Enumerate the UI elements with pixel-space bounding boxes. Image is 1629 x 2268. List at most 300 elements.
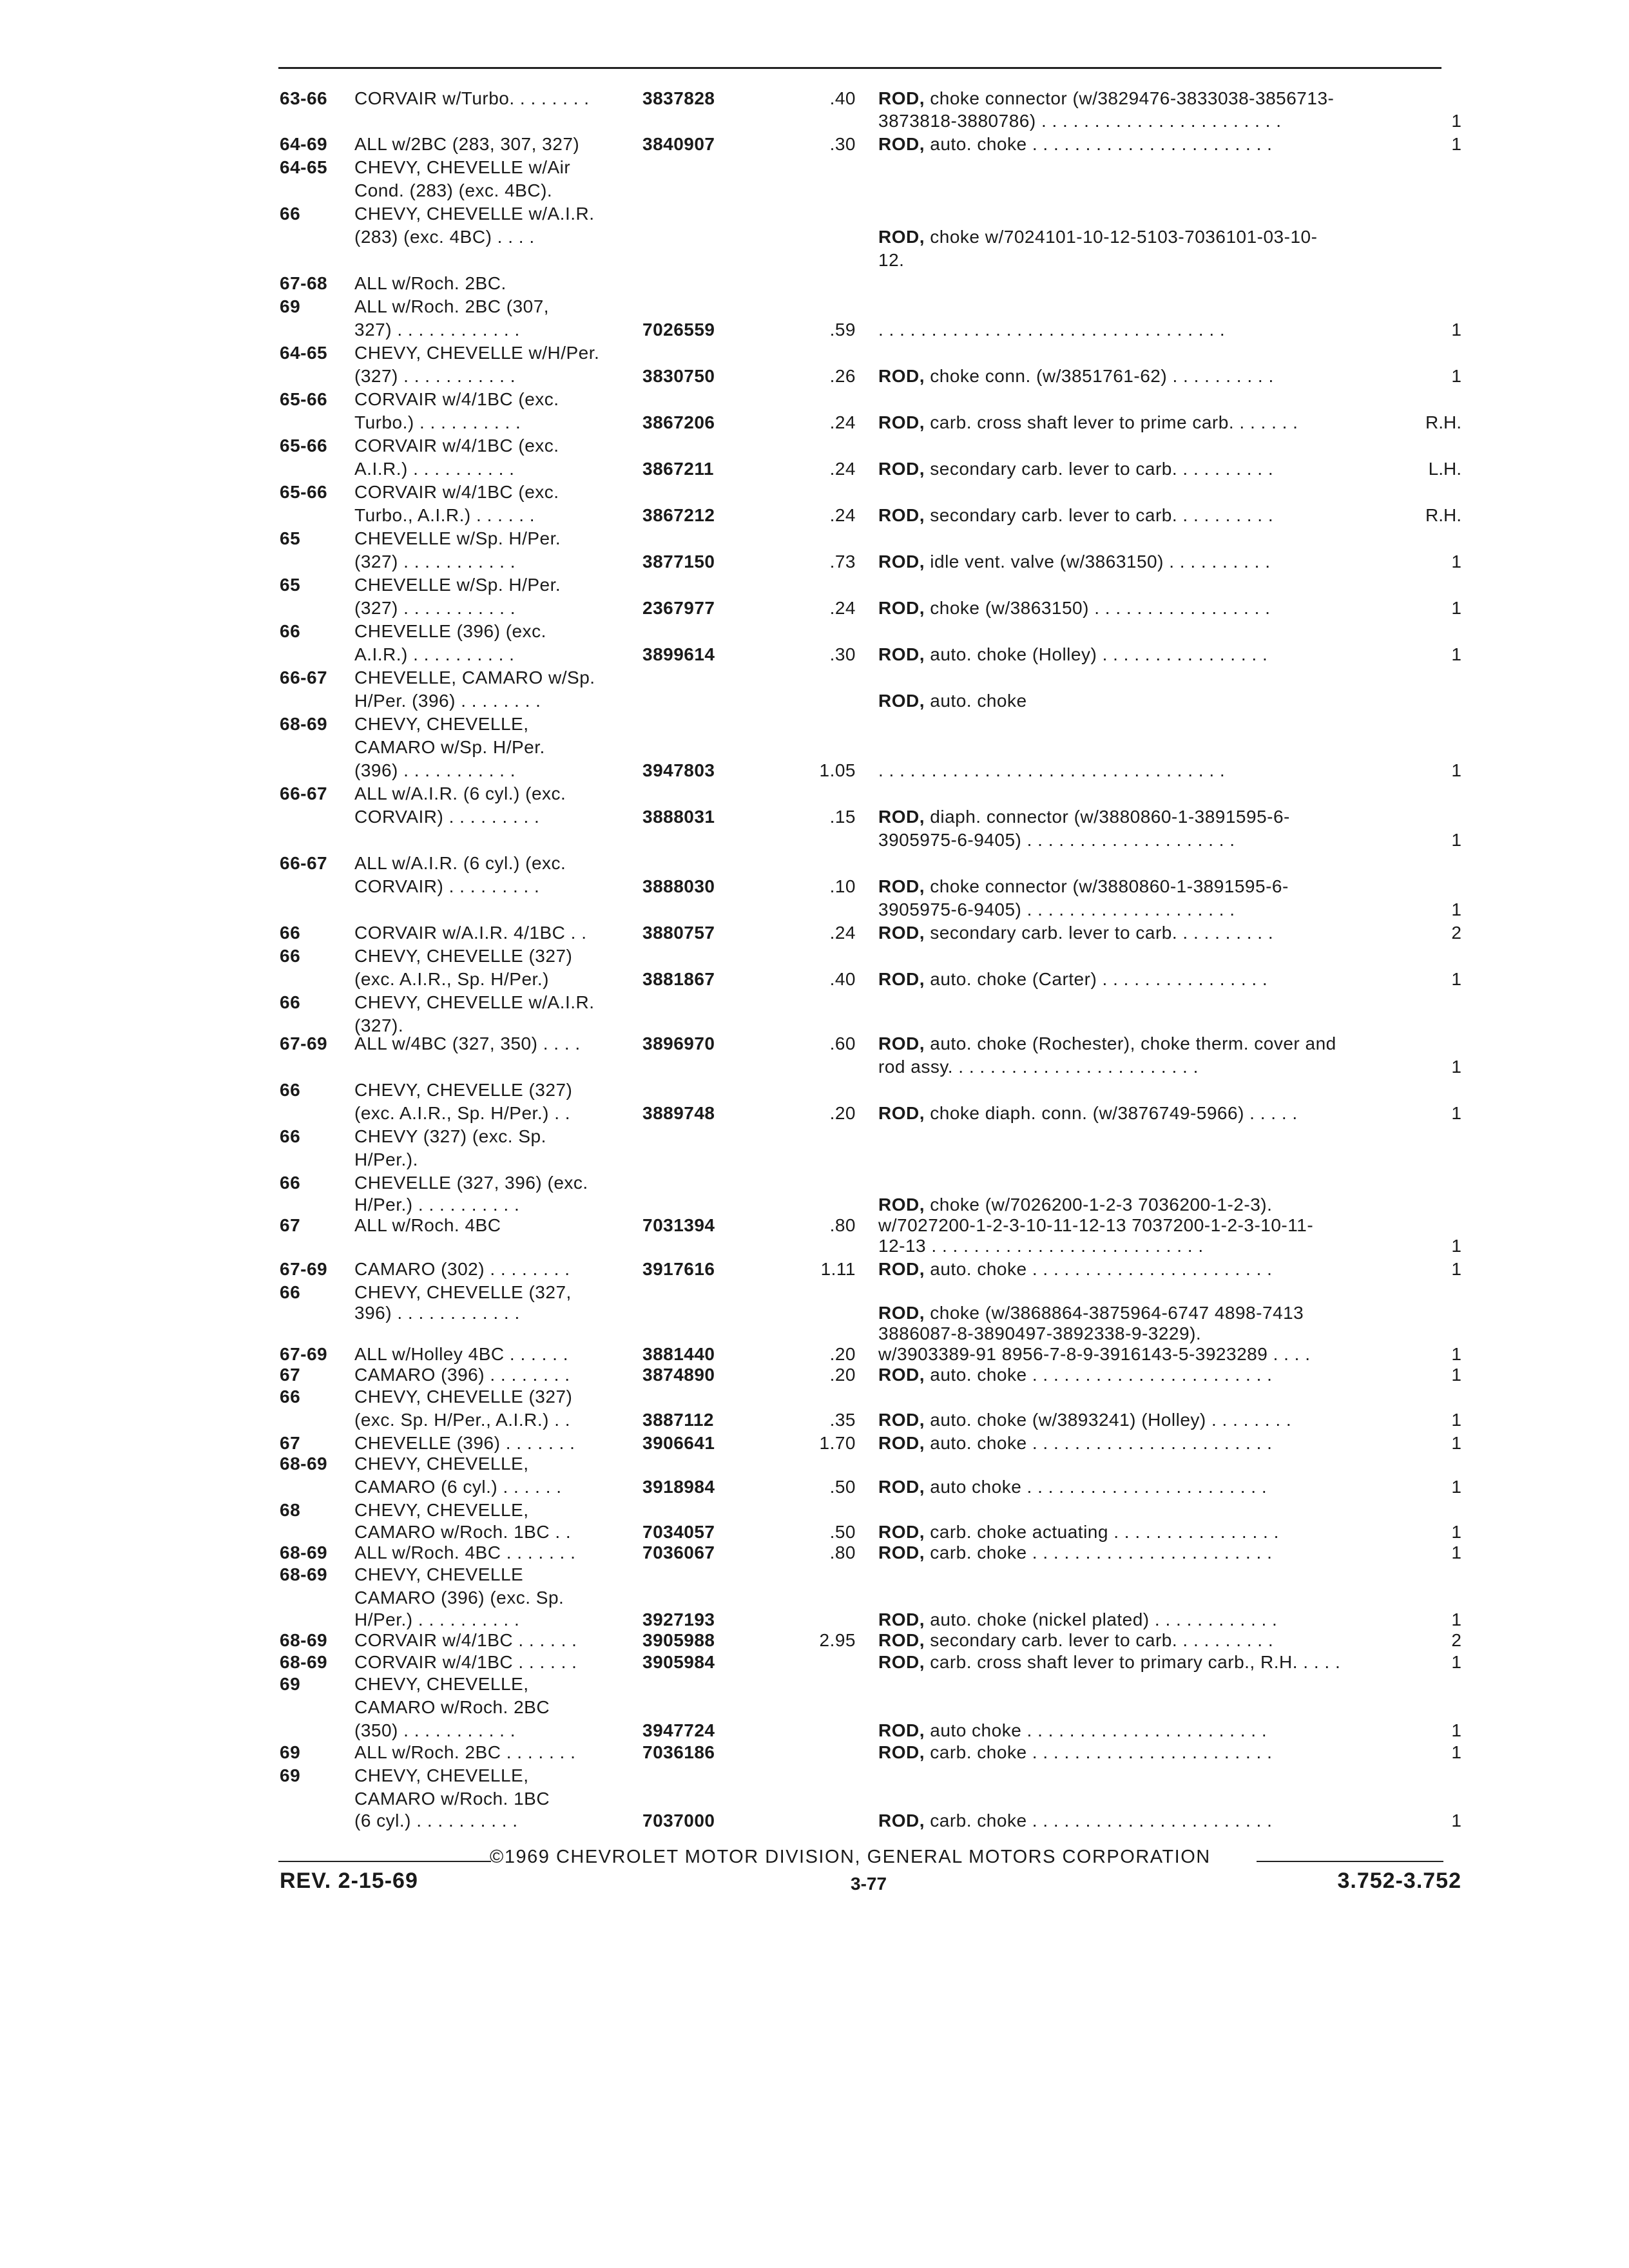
part-name: ROD, (878, 1303, 925, 1323)
model-years: 67-68 (280, 273, 328, 293)
table-row (0, 1258, 1629, 1281)
model-years: 69 (280, 1765, 301, 1785)
description-text: auto. choke . . . . . . . . . . . . . . . . . . . . . . . (930, 134, 1273, 154)
part-name: ROD, (878, 1811, 925, 1831)
part-description (878, 1258, 1272, 1281)
application: CAMARO w/Roch. 1BC . . (354, 1522, 572, 1542)
price: .20 (829, 1344, 856, 1364)
table-row (0, 921, 1629, 945)
application: CHEVY, CHEVELLE, (354, 1674, 529, 1694)
part-name: ROD, (878, 227, 925, 247)
part-name: ROD, (878, 1630, 925, 1650)
application: ALL w/Roch. 4BC (354, 1215, 501, 1235)
application: ALL w/4BC (327, 350) . . . . (354, 1033, 581, 1053)
description-text: secondary carb. lever to carb. . . . . . . . . . (930, 505, 1274, 525)
quantity: 1 (1451, 1103, 1461, 1123)
application: (exc. A.I.R., Sp. H/Per.) (354, 969, 549, 989)
table-row (0, 1787, 1629, 1811)
table-row (0, 1079, 1629, 1102)
part-description (878, 597, 1270, 620)
description-text: 3905975-6-9405) . . . . . . . . . . . . . . . . . . . . (878, 899, 1235, 919)
part-name: ROD, (878, 505, 925, 525)
price: .60 (829, 1033, 856, 1053)
price: .40 (829, 88, 856, 108)
description-text: carb. choke . . . . . . . . . . . . . . . . . . . . . . . (930, 1742, 1273, 1762)
part-description (878, 968, 1268, 991)
part-number: 7031394 (642, 1215, 715, 1235)
application: CORVAIR) . . . . . . . . . (354, 876, 540, 896)
part-name: ROD, (878, 366, 925, 386)
model-years: 65-66 (280, 389, 328, 409)
application: CORVAIR w/4/1BC (exc. (354, 482, 559, 502)
description-text: diaph. connector (w/3880860-1-3891595-6- (930, 807, 1290, 827)
part-description (878, 1521, 1279, 1544)
part-number: 7036067 (642, 1542, 715, 1562)
table-row (0, 457, 1629, 481)
part-description (878, 1809, 1272, 1832)
model-years: 68-69 (280, 1652, 328, 1672)
quantity: 1 (1451, 1477, 1461, 1497)
application: CHEVY, CHEVELLE, (354, 1454, 529, 1474)
part-description (878, 1322, 1201, 1345)
copyright-notice: ©1969 CHEVROLET MOTOR DIVISION, GENERAL MOTORS CORPORATION (490, 1847, 1211, 1867)
model-years: 63-66 (280, 88, 328, 108)
part-description (878, 365, 1274, 388)
description-text: 12. (878, 250, 905, 270)
part-description (878, 689, 1027, 713)
application: H/Per.) . . . . . . . . . . (354, 1610, 520, 1629)
part-number: 3830750 (642, 366, 715, 386)
model-years: 66 (280, 621, 301, 641)
application: H/Per.) . . . . . . . . . . (354, 1195, 520, 1215)
revision-date: REV. 2-15-69 (280, 1869, 418, 1893)
description-text: . . . . . . . . . . . . . . . . . . . . . . . . . . . . . . . . . (878, 320, 1226, 340)
description-text: auto. choke (Holley) . . . . . . . . . . . . . . . . (930, 644, 1268, 664)
part-number: 3905988 (642, 1630, 715, 1650)
quantity: 1 (1451, 830, 1461, 850)
model-years: 68-69 (280, 714, 328, 734)
table-row (0, 620, 1629, 643)
quantity: 1 (1451, 134, 1461, 154)
part-description (878, 1055, 1199, 1079)
quantity: 1 (1451, 644, 1461, 664)
model-years: 64-65 (280, 343, 328, 363)
description-text: 3905975-6-9405) . . . . . . . . . . . . . . . . . . . . (878, 830, 1235, 850)
model-years: 65-66 (280, 482, 328, 502)
application: CAMARO (396) . . . . . . . . (354, 1365, 570, 1385)
table-row (0, 133, 1629, 156)
table-row (0, 643, 1629, 666)
table-row (0, 504, 1629, 527)
application: CHEVELLE (396) (exc. (354, 621, 546, 641)
part-description (878, 898, 1235, 921)
part-name: ROD, (878, 88, 925, 108)
application: (327) . . . . . . . . . . . (354, 366, 516, 386)
quantity: 1 (1451, 598, 1461, 618)
application: CHEVY, CHEVELLE, (354, 714, 529, 734)
table-row (0, 318, 1629, 341)
model-years: 66 (280, 1387, 301, 1407)
part-name: ROD, (878, 1195, 925, 1215)
description-text: auto. choke (Carter) . . . . . . . . . . . . . . . . (930, 969, 1268, 989)
table-row (0, 1499, 1629, 1522)
part-number: 3899614 (642, 644, 715, 664)
part-name: ROD, (878, 1433, 925, 1453)
application: CAMARO (396) (exc. Sp. (354, 1588, 564, 1608)
price: .80 (829, 1542, 856, 1562)
table-row (0, 295, 1629, 318)
description-text: carb. cross shaft lever to prime carb. . . . . . . (930, 412, 1298, 432)
table-row (0, 597, 1629, 620)
part-description (878, 875, 1289, 898)
part-description (878, 411, 1298, 434)
price: 1.11 (820, 1259, 856, 1279)
part-name: ROD, (878, 552, 925, 572)
price: .10 (829, 876, 856, 896)
table-row (0, 1764, 1629, 1787)
price: .73 (829, 552, 856, 572)
table-row (0, 759, 1629, 782)
description-text: . . . . . . . . . . . . . . . . . . . . . . . . . . . . . . . . . (878, 760, 1226, 780)
table-row (0, 713, 1629, 736)
part-description (878, 1193, 1272, 1216)
part-number: 2367977 (642, 598, 715, 618)
model-years: 66-67 (280, 853, 328, 873)
description-text: choke diaph. conn. (w/3876749-5966) . . . . . (930, 1103, 1298, 1123)
table-row (0, 272, 1629, 295)
table-row (0, 202, 1629, 226)
part-name: ROD, (878, 1477, 925, 1497)
part-number: 7037000 (642, 1811, 715, 1831)
part-number: 3867206 (642, 412, 715, 432)
application: CAMARO w/Sp. H/Per. (354, 737, 545, 757)
description-text: choke (w/7026200-1-2-3 7036200-1-2-3). (930, 1195, 1273, 1215)
table-row (0, 1563, 1629, 1586)
quantity: 1 (1451, 1344, 1461, 1364)
part-number: 7036186 (642, 1742, 715, 1762)
model-years: 66 (280, 1173, 301, 1193)
price: 2.95 (819, 1630, 856, 1650)
model-years: 64-65 (280, 157, 328, 177)
part-name: ROD, (878, 1033, 925, 1053)
application: CHEVELLE, CAMARO w/Sp. (354, 668, 595, 687)
part-number: 3840907 (642, 134, 715, 154)
quantity: L.H. (1428, 459, 1461, 479)
part-name: ROD, (878, 1742, 925, 1762)
table-row (0, 1521, 1629, 1544)
price: .30 (829, 644, 856, 664)
footer-rule-right (1257, 1861, 1443, 1862)
application: ALL w/Roch. 2BC . . . . . . . (354, 1742, 576, 1762)
application: CHEVY, CHEVELLE, (354, 1500, 529, 1520)
price: .59 (829, 320, 856, 340)
part-description (878, 759, 1225, 782)
table-row (0, 365, 1629, 388)
description-text: secondary carb. lever to carb. . . . . . . . . . (930, 459, 1274, 479)
application: CAMARO w/Roch. 1BC (354, 1789, 550, 1809)
description-text: auto. choke . . . . . . . . . . . . . . . . . . . . . . . (930, 1365, 1273, 1385)
table-row (0, 1032, 1629, 1055)
part-description (878, 829, 1235, 852)
quantity: 1 (1451, 1652, 1461, 1672)
table-row (0, 1171, 1629, 1195)
table-row (0, 388, 1629, 411)
part-description (878, 1475, 1267, 1499)
description-text: carb. choke actuating . . . . . . . . . . . . . . . . (930, 1522, 1279, 1542)
quantity: R.H. (1425, 505, 1461, 525)
part-number: 3837828 (642, 88, 715, 108)
quantity: 1 (1451, 1811, 1461, 1831)
model-years: 69 (280, 296, 301, 316)
price: 1.70 (819, 1433, 856, 1453)
quantity: 1 (1451, 1410, 1461, 1430)
price: .20 (829, 1365, 856, 1385)
application: CORVAIR w/4/1BC (exc. (354, 436, 559, 456)
quantity: 1 (1451, 1522, 1461, 1542)
application: (350) . . . . . . . . . . . (354, 1720, 516, 1740)
part-number: 3927193 (642, 1610, 715, 1629)
table-row (0, 573, 1629, 597)
model-years: 66 (280, 1126, 301, 1146)
part-description (878, 1541, 1272, 1564)
part-number: 7034057 (642, 1522, 715, 1542)
application: (396) . . . . . . . . . . . (354, 760, 516, 780)
part-number: 3877150 (642, 552, 715, 572)
part-number: 3881867 (642, 969, 715, 989)
table-row (0, 156, 1629, 179)
description-text: carb. cross shaft lever to primary carb., R.H. . . . . (930, 1652, 1341, 1672)
application: CHEVY, CHEVELLE w/Air (354, 157, 571, 177)
application: CHEVY, CHEVELLE, (354, 1765, 529, 1785)
table-row (0, 1608, 1629, 1631)
table-row (0, 1432, 1629, 1455)
quantity: 1 (1451, 1057, 1461, 1077)
part-description (878, 1432, 1272, 1455)
table-row (0, 1741, 1629, 1764)
application: CHEVELLE (327, 396) (exc. (354, 1173, 588, 1193)
application: CORVAIR w/4/1BC . . . . . . (354, 1630, 577, 1650)
description-text: choke conn. (w/3851761-62) . . . . . . . . . . (930, 366, 1274, 386)
part-name: ROD, (878, 1720, 925, 1740)
part-description (878, 1032, 1336, 1055)
page-number: 3-77 (851, 1874, 887, 1894)
application: A.I.R.) . . . . . . . . . . (354, 459, 515, 479)
model-years: 66 (280, 946, 301, 966)
table-row (0, 87, 1629, 110)
price: .50 (829, 1477, 856, 1497)
table-row (0, 1055, 1629, 1079)
part-number: 3906641 (642, 1433, 715, 1453)
price: .15 (829, 807, 856, 827)
description-text: auto. choke (Rochester), choke therm. cover and (930, 1033, 1336, 1053)
part-description (878, 87, 1334, 110)
quantity: 1 (1451, 760, 1461, 780)
part-name: ROD, (878, 1259, 925, 1279)
model-years: 65 (280, 575, 301, 595)
footer-rule-left (278, 1861, 491, 1862)
table-row (0, 341, 1629, 365)
price: .30 (829, 134, 856, 154)
part-name: ROD, (878, 969, 925, 989)
table-row (0, 1541, 1629, 1564)
application: CHEVELLE w/Sp. H/Per. (354, 575, 561, 595)
part-number: 3874890 (642, 1365, 715, 1385)
description-text: w/7027200-1-2-3-10-11-12-13 7037200-1-2-3-10-11- (878, 1215, 1314, 1235)
part-name: ROD, (878, 1522, 925, 1542)
application: CHEVY, CHEVELLE (327) (354, 1387, 573, 1407)
quantity: 1 (1451, 320, 1461, 340)
part-name: ROD, (878, 1652, 925, 1672)
description-text: choke (w/3868864-3875964-6747 4898-7413 (930, 1303, 1304, 1323)
application: CHEVY, CHEVELLE (354, 1564, 524, 1584)
table-row (0, 805, 1629, 829)
table-row (0, 945, 1629, 968)
part-number: 3896970 (642, 1033, 715, 1053)
part-description (878, 504, 1273, 527)
application: CHEVELLE w/Sp. H/Per. (354, 528, 561, 548)
model-years: 68-69 (280, 1564, 328, 1584)
price: 1.05 (819, 760, 856, 780)
model-years: 66 (280, 1080, 301, 1100)
application: (327) . . . . . . . . . . . (354, 598, 516, 618)
table-row (0, 434, 1629, 457)
part-description (878, 249, 904, 272)
application: CHEVY, CHEVELLE w/A.I.R. (354, 204, 595, 224)
table-row (0, 1281, 1629, 1304)
model-years: 65 (280, 528, 301, 548)
application: A.I.R.) . . . . . . . . . . (354, 644, 515, 664)
part-name: ROD, (878, 1542, 925, 1562)
table-row (0, 1148, 1629, 1171)
table-row (0, 1235, 1629, 1258)
part-description (878, 1363, 1272, 1387)
application: Turbo., A.I.R.) . . . . . . (354, 505, 535, 525)
part-number: 3887112 (642, 1410, 714, 1430)
part-description (878, 805, 1290, 829)
table-row (0, 1719, 1629, 1742)
part-description (878, 318, 1225, 341)
table-row (0, 875, 1629, 898)
part-name: ROD, (878, 1103, 925, 1123)
application: Turbo.) . . . . . . . . . . (354, 412, 521, 432)
application: ALL w/A.I.R. (6 cyl.) (exc. (354, 783, 566, 803)
application: 396) . . . . . . . . . . . . (354, 1303, 520, 1323)
description-text: 12-13 . . . . . . . . . . . . . . . . . . . . . . . . . . (878, 1236, 1204, 1256)
part-description (878, 133, 1272, 156)
part-number: 7026559 (642, 320, 715, 340)
application: CORVAIR w/4/1BC (exc. (354, 389, 559, 409)
quantity: 1 (1451, 111, 1461, 131)
model-years: 67-69 (280, 1259, 328, 1279)
model-years: 67 (280, 1433, 301, 1453)
part-description (878, 457, 1273, 481)
quantity: 1 (1451, 1720, 1461, 1740)
price: .24 (829, 923, 856, 943)
model-years: 66 (280, 923, 301, 943)
application: 327) . . . . . . . . . . . . (354, 320, 520, 340)
application: CHEVY, CHEVELLE (327) (354, 1080, 573, 1100)
table-row (0, 1343, 1629, 1366)
description-text: choke w/7024101-10-12-5103-7036101-03-10- (930, 227, 1318, 247)
part-number: 3905984 (642, 1652, 715, 1672)
quantity: 1 (1451, 1259, 1461, 1279)
table-row (0, 1102, 1629, 1125)
part-description (878, 1214, 1313, 1237)
application: CHEVY, CHEVELLE w/A.I.R. (354, 992, 595, 1012)
application: ALL w/Holley 4BC . . . . . . (354, 1344, 568, 1364)
application: CAMARO (302) . . . . . . . . (354, 1259, 570, 1279)
table-row (0, 689, 1629, 713)
application: CORVAIR w/A.I.R. 4/1BC . . (354, 923, 587, 943)
quantity: 1 (1451, 1433, 1461, 1453)
application: CORVAIR w/4/1BC . . . . . . (354, 1652, 577, 1672)
quantity: 1 (1451, 366, 1461, 386)
model-years: 68-69 (280, 1630, 328, 1650)
application: CHEVY (327) (exc. Sp. (354, 1126, 546, 1146)
table-row (0, 991, 1629, 1014)
application: Cond. (283) (exc. 4BC). (354, 180, 553, 200)
table-row (0, 1673, 1629, 1696)
description-text: choke connector (w/3880860-1-3891595-6- (930, 876, 1289, 896)
part-name: ROD, (878, 1610, 925, 1629)
application: CAMARO w/Roch. 2BC (354, 1697, 550, 1717)
application: CAMARO (6 cyl.) . . . . . . (354, 1477, 562, 1497)
application: CHEVY, CHEVELLE (327, (354, 1282, 572, 1302)
table-row (0, 1125, 1629, 1148)
table-row (0, 226, 1629, 249)
part-number: 3947803 (642, 760, 715, 780)
description-text: 3873818-3880786) . . . . . . . . . . . . . . . . . . . . . . . (878, 111, 1282, 131)
price: .50 (829, 1522, 856, 1542)
part-description (878, 1651, 1340, 1674)
description-text: rod assy. . . . . . . . . . . . . . . . . . . . . . . . (878, 1057, 1199, 1077)
part-number: 3888031 (642, 807, 715, 827)
model-years: 69 (280, 1742, 301, 1762)
application: H/Per.). (354, 1149, 418, 1169)
table-row (0, 1629, 1629, 1652)
application: H/Per. (396) . . . . . . . . (354, 691, 541, 711)
application: ALL w/Roch. 4BC . . . . . . . (354, 1542, 576, 1562)
price: .24 (829, 505, 856, 525)
description-text: auto. choke (nickel plated) . . . . . . . . . . . . (930, 1610, 1278, 1629)
price: .80 (829, 1215, 856, 1235)
price: .20 (829, 1103, 856, 1123)
model-years: 66 (280, 204, 301, 224)
part-description (878, 1102, 1298, 1125)
part-name: ROD, (878, 923, 925, 943)
part-name: ROD, (878, 644, 925, 664)
part-name: ROD, (878, 1410, 925, 1430)
quantity: 1 (1451, 899, 1461, 919)
model-years: 66 (280, 1282, 301, 1302)
price: .24 (829, 598, 856, 618)
application: (exc. Sp. H/Per., A.I.R.) . . (354, 1410, 571, 1430)
part-name: ROD, (878, 876, 925, 896)
part-description (878, 1741, 1272, 1764)
description-text: auto choke . . . . . . . . . . . . . . . . . . . . . . . (930, 1477, 1268, 1497)
price: .35 (829, 1410, 856, 1430)
table-row (0, 782, 1629, 805)
description-text: auto. choke . . . . . . . . . . . . . . . . . . . . . . . (930, 1259, 1273, 1279)
application: (327). (354, 1015, 404, 1035)
description-text: choke connector (w/3829476-3833038-3856713- (930, 88, 1335, 108)
part-name: ROD, (878, 412, 925, 432)
description-text: carb. choke . . . . . . . . . . . . . . . . . . . . . . . (930, 1811, 1273, 1831)
table-row (0, 1214, 1629, 1237)
part-number: 3889748 (642, 1103, 715, 1123)
model-years: 66 (280, 992, 301, 1012)
description-text: idle vent. valve (w/3863150) . . . . . . . . . . (930, 552, 1271, 572)
